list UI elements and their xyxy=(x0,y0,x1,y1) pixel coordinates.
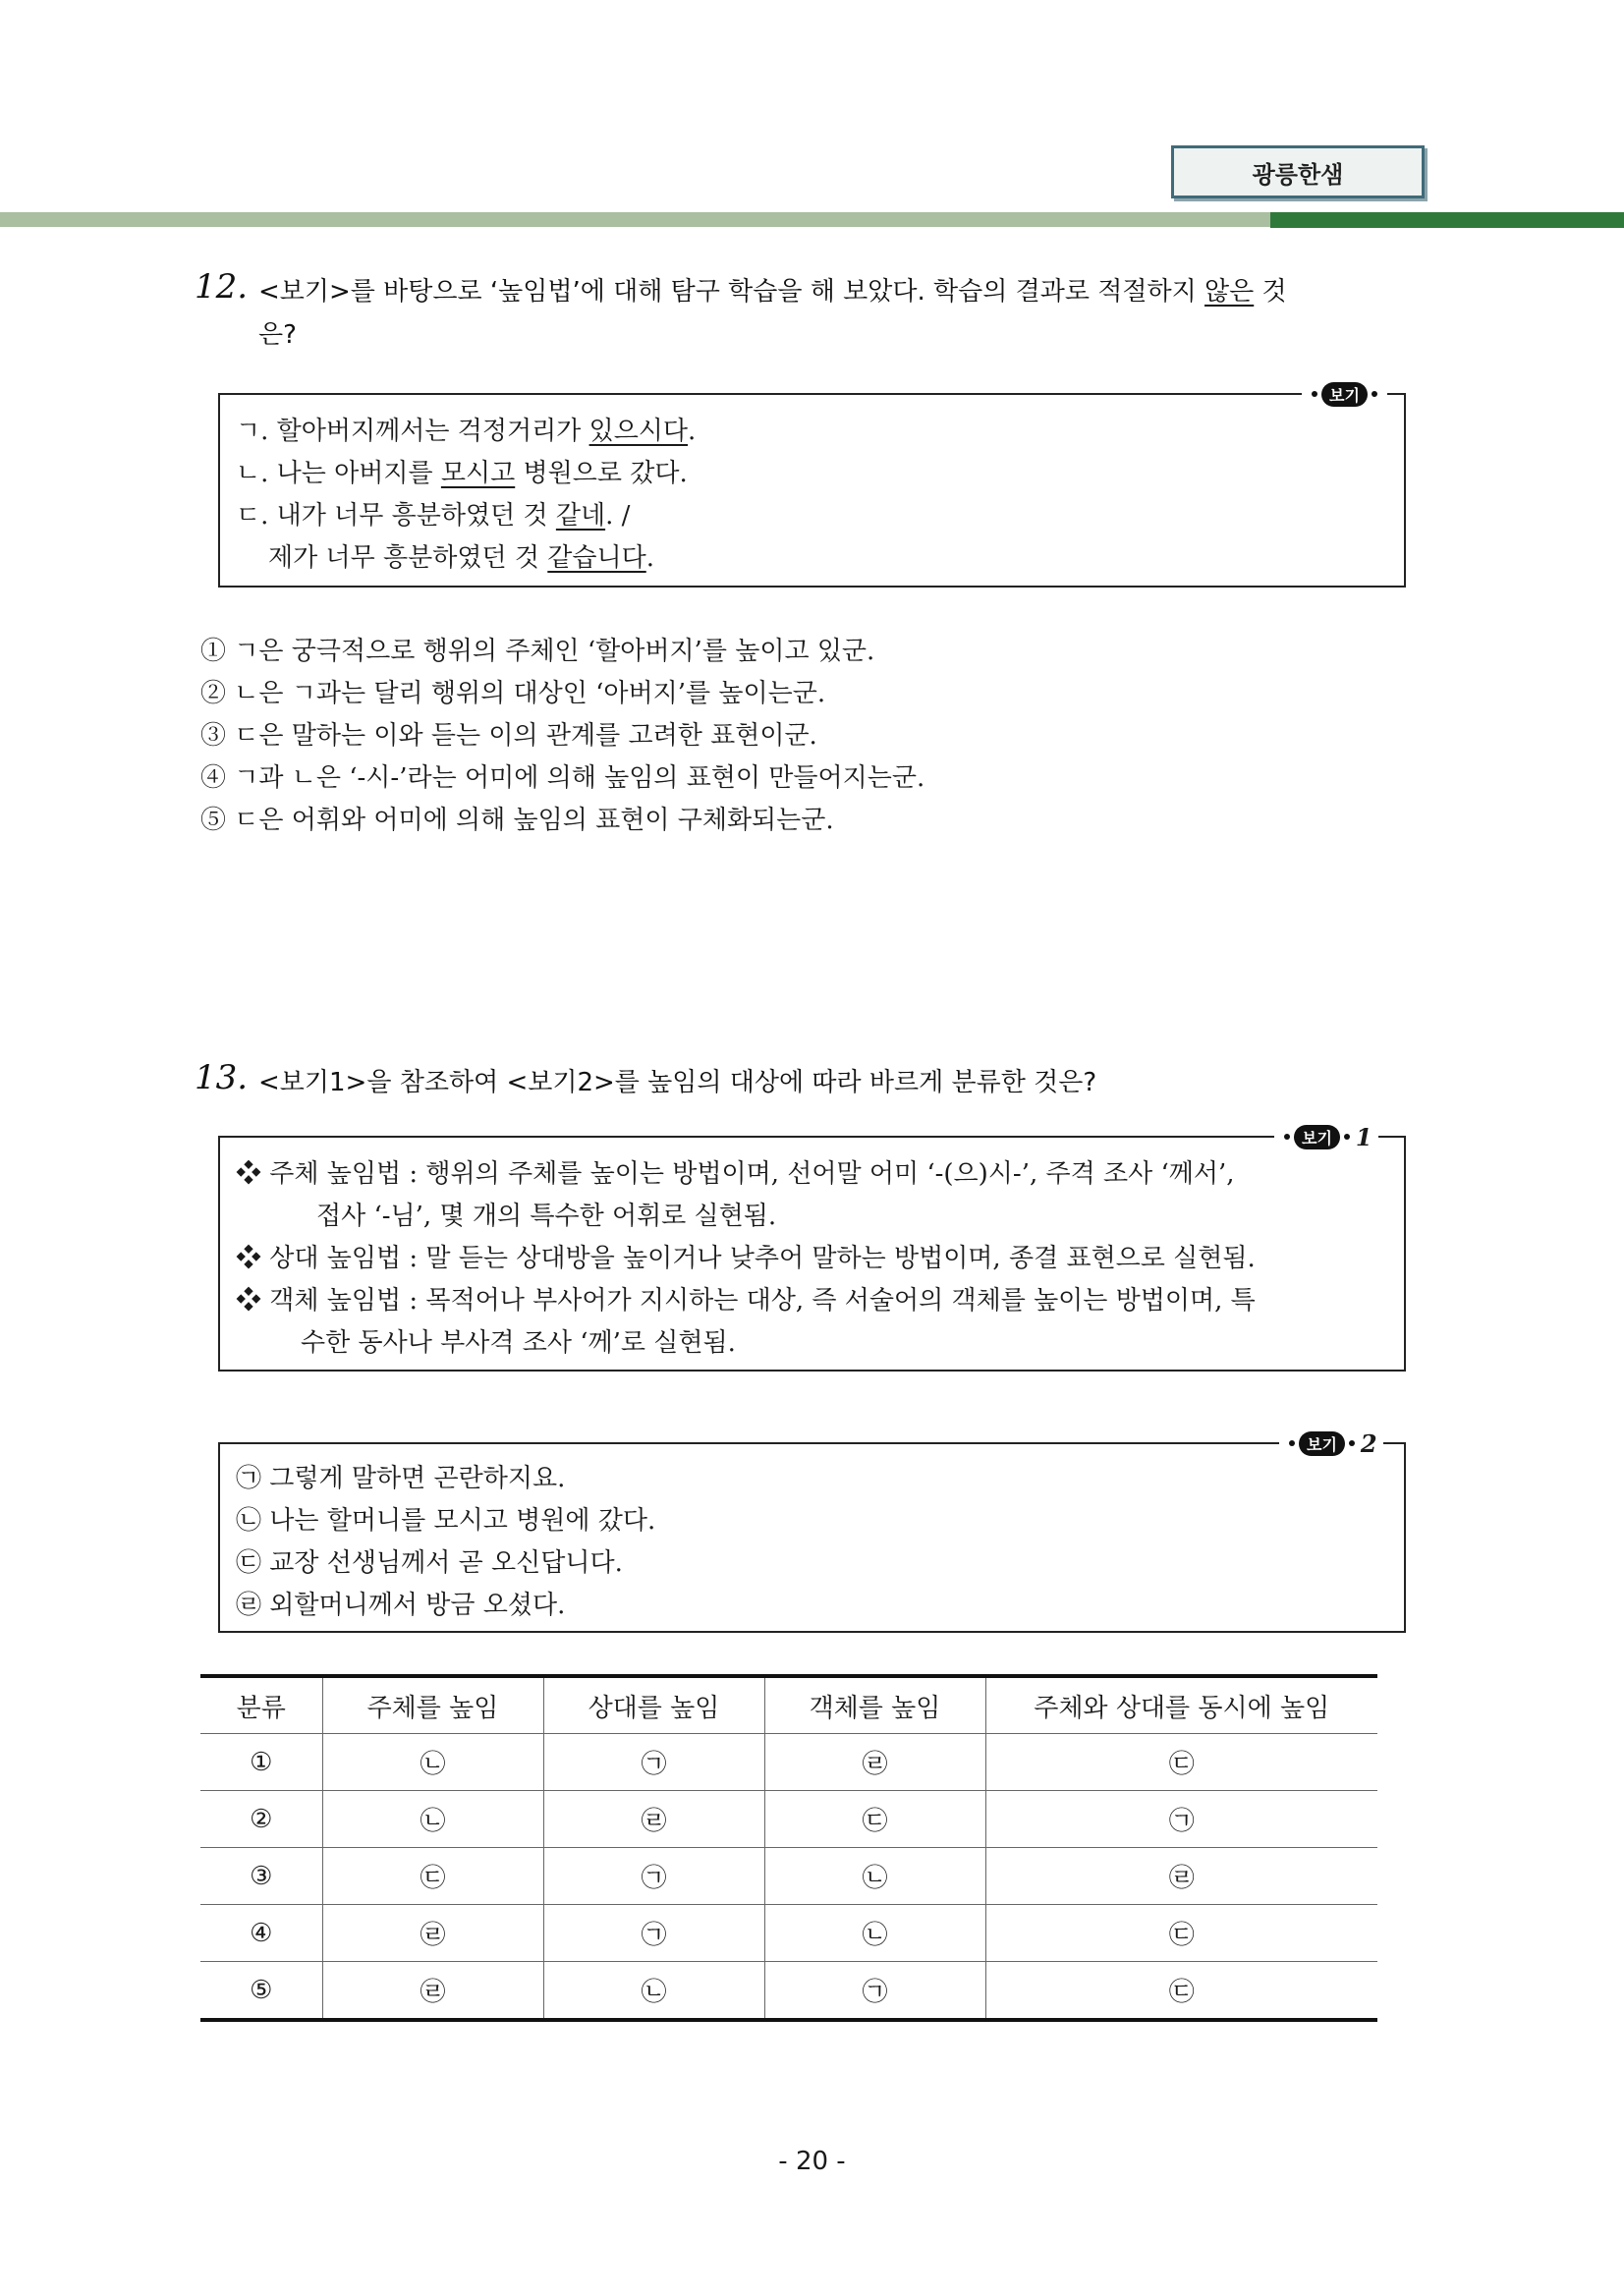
table-row[interactable] xyxy=(200,1848,1377,1905)
table-header-row xyxy=(200,1676,1377,1734)
table-cell: ㉣ xyxy=(322,1905,543,1962)
table-header-cell: 주체를 높임 xyxy=(322,1676,543,1734)
q13-number: 13. xyxy=(195,1058,249,1097)
table-row[interactable] xyxy=(200,1905,1377,1962)
q13-bogi1-line-4: ❖ 객체 높임법 : 목적어나 부사어가 지시하는 대상, 즉 서술어의 객체를 높이는 방법이며, 특 xyxy=(236,1286,1256,1316)
q12-option-4[interactable]: ④ ㄱ과 ㄴ은 ‘-시-’라는 어미에 의해 높임의 표현이 만들어지는군. xyxy=(200,763,925,793)
table-cell: ① xyxy=(200,1734,322,1791)
q13-bogi1-label: 보기 xyxy=(1294,1125,1340,1149)
table-cell: ㉣ xyxy=(764,1734,985,1791)
table-row[interactable] xyxy=(200,1791,1377,1848)
q13-bogi2-line-3: ㉢ 교장 선생님께서 곧 오신답니다. xyxy=(236,1548,623,1578)
q13-bogi1-number: 1 xyxy=(1355,1122,1372,1151)
table-cell: ㉣ xyxy=(985,1848,1377,1905)
table-header-cell: 상대를 높임 xyxy=(543,1676,764,1734)
q12-question-underlined: 않은 xyxy=(1204,277,1255,307)
table-cell: ㉡ xyxy=(764,1905,985,1962)
q12-option-5[interactable]: ⑤ ㄷ은 어휘와 어미에 의해 높임의 표현이 구체화되는군. xyxy=(200,806,834,835)
table-row[interactable] xyxy=(200,1962,1377,2021)
q12-bogi-line-1: ㄱ. 할아버지께서는 걱정거리가 있으시다. xyxy=(236,417,697,446)
q12-question-pre: <보기>를 바탕으로 ‘높임법’에 대해 탐구 학습을 해 보았다. 학습의 결과로 적절하지 xyxy=(258,277,1204,307)
q12-bogi-label: 보기 xyxy=(1321,382,1368,407)
q13-bogi2-line-4: ㉣ 외할머니께서 방금 오셨다. xyxy=(236,1591,566,1620)
table-cell: ㉠ xyxy=(543,1734,764,1791)
q13-bogi1-line-3: ❖ 상대 높임법 : 말 듣는 상대방을 높이거나 낮추어 말하는 방법이며, 종결 표현으로 실현됨. xyxy=(236,1244,1256,1273)
table-cell: ④ xyxy=(200,1905,322,1962)
q13-bogi2-label: 보기 xyxy=(1299,1431,1345,1456)
table-cell: ㉢ xyxy=(764,1791,985,1848)
q12-bogi-line-4: 제가 너무 흥분하였던 것 같습니다. xyxy=(236,543,655,573)
q12-option-3[interactable]: ③ ㄷ은 말하는 이와 듣는 이의 관계를 고려한 표현이군. xyxy=(200,721,817,751)
header-bar-light xyxy=(0,212,1272,227)
table-cell: ㉡ xyxy=(322,1791,543,1848)
q13-bogi1-line-1: ❖ 주체 높임법 : 행위의 주체를 높이는 방법이며, 선어말 어미 ‘-(으)시-’, 주격 조사 ‘께서’, xyxy=(236,1159,1235,1189)
page-number: - 20 - xyxy=(778,2147,846,2176)
header-bar-dark xyxy=(1270,212,1624,228)
q12-bogi-line-2: ㄴ. 나는 아버지를 모시고 병원으로 갔다. xyxy=(236,459,688,488)
q12-bogi-line-3: ㄷ. 내가 너무 흥분하였던 것 같네. / xyxy=(236,501,631,531)
table-cell: ㉠ xyxy=(764,1962,985,2021)
header-badge: 광릉한샘 xyxy=(1171,145,1425,198)
q13-bogi1-line-5: 수한 동사나 부사격 조사 ‘께’로 실현됨. xyxy=(301,1328,736,1358)
q12-question xyxy=(258,270,1437,357)
q12-option-1[interactable]: ① ㄱ은 궁극적으로 행위의 주체인 ‘할아버지’를 높이고 있군. xyxy=(200,637,875,666)
table-row[interactable] xyxy=(200,1734,1377,1791)
table-cell: ㉠ xyxy=(985,1791,1377,1848)
table-cell: ㉡ xyxy=(543,1962,764,2021)
table-header-cell: 주체와 상대를 동시에 높임 xyxy=(985,1676,1377,1734)
table-header-cell: 객체를 높임 xyxy=(764,1676,985,1734)
q12-number: 12. xyxy=(195,267,249,307)
table-cell: ㉡ xyxy=(322,1734,543,1791)
q13-answer-table xyxy=(200,1674,1377,2022)
table-cell: ㉣ xyxy=(322,1962,543,2021)
q13-bogi1-tag xyxy=(1274,1124,1378,1149)
table-cell: ㉡ xyxy=(764,1848,985,1905)
table-cell: ㉢ xyxy=(985,1905,1377,1962)
table-header-cell: 분류 xyxy=(200,1676,322,1734)
q13-question: <보기1>을 참조하여 <보기2>를 높임의 대상에 따라 바르게 분류한 것은? xyxy=(258,1068,1097,1097)
q13-bogi1-line-2: 접사 ‘-님’, 몇 개의 특수한 어휘로 실현됨. xyxy=(316,1202,777,1231)
table-cell: ㉢ xyxy=(322,1848,543,1905)
table-cell: ㉣ xyxy=(543,1791,764,1848)
q13-bogi2-tag xyxy=(1279,1430,1383,1456)
q13-bogi2-line-2: ㉡ 나는 할머니를 모시고 병원에 갔다. xyxy=(236,1506,656,1536)
table-cell: ㉠ xyxy=(543,1848,764,1905)
q12-bogi-tag xyxy=(1302,381,1387,407)
table-cell: ③ xyxy=(200,1848,322,1905)
q12-option-2[interactable]: ② ㄴ은 ㄱ과는 달리 행위의 대상인 ‘아버지’를 높이는군. xyxy=(200,679,826,708)
q13-bogi2-number: 2 xyxy=(1360,1428,1377,1458)
q12-question-line2: 은? xyxy=(258,320,297,350)
table-cell: ㉠ xyxy=(543,1905,764,1962)
table-cell: ⑤ xyxy=(200,1962,322,2021)
q13-bogi2-line-1: ㉠ 그렇게 말하면 곤란하지요. xyxy=(236,1464,566,1493)
table-cell: ㉢ xyxy=(985,1734,1377,1791)
table-cell: ㉢ xyxy=(1168,1978,1195,2007)
table-cell: ② xyxy=(200,1791,322,1848)
q12-question-post: 것 xyxy=(1254,277,1287,307)
